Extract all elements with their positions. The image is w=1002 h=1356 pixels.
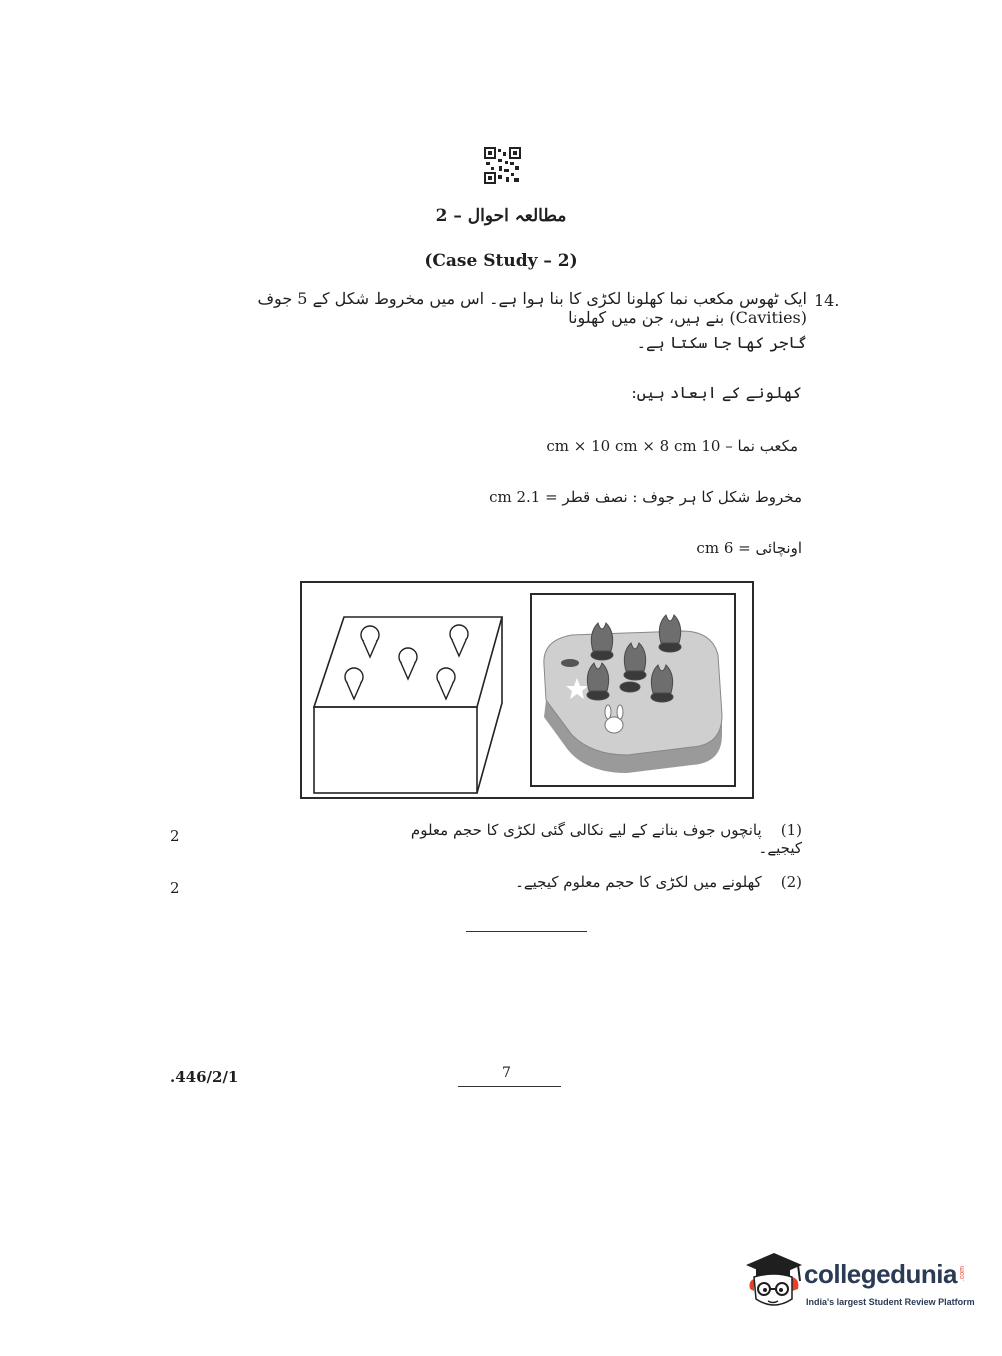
question-text-line1: ایک ٹھوس مکعب نما کھلونا لکڑی کا بنا ہوا ہے۔ اس میں مخروط شکل کے 5 جوف (Cavities) بنے ہیں، جن میں کھلونا [257,289,807,327]
collegedunia-dotcom: .com [959,1266,966,1282]
dimension-cone-height: اونچائی = 6 cm [696,539,802,557]
case-study-title-urdu: مطالعہ احوال – 2 [435,206,567,226]
subquestion-2-text: کھلونے میں لکڑی کا حجم معلوم کیجیے۔ [515,873,762,891]
collegedunia-logo-text: collegedunia [804,1259,957,1289]
paper-code: .446/2/1 [170,1068,239,1086]
subquestion-2 [402,873,802,891]
question-number: 14. [814,291,840,310]
subquestion-2-marks: 2 [170,879,180,897]
dimension-cuboid: مکعب نما – 10 cm × 10 cm × 8 cm [546,437,798,455]
page-number: 7 [502,1065,511,1081]
end-of-question-divider [466,931,587,932]
dimension-cone-radius: مخروط شکل کا ہر جوف : نصف قطر = 2.1 cm [489,488,802,506]
subquestion-1-number: (1) [780,821,802,839]
collegedunia-tagline: India's largest Student Review Platform [806,1297,975,1307]
qr-code-icon [484,147,521,184]
cuboid-diagram [302,583,526,797]
subquestion-1-marks: 2 [170,827,180,845]
subquestion-1-text: پانچوں جوف بنانے کے لیے نکالی گئی لکڑی کا حجم معلوم کیجیے۔ [410,821,802,857]
subquestion-2-number: (2) [780,873,802,891]
dimensions-heading: کھلونے کے ابعاد ہیں: [631,383,802,402]
collegedunia-mascot-icon [744,1251,804,1313]
subquestion-1 [402,821,802,857]
toy-photo [532,595,734,785]
question-text-line2: گاجر کھا جا سکتا ہے۔ [636,333,807,352]
page-number-underline [458,1086,561,1087]
case-study-title-english: (Case Study – 2) [424,251,578,271]
